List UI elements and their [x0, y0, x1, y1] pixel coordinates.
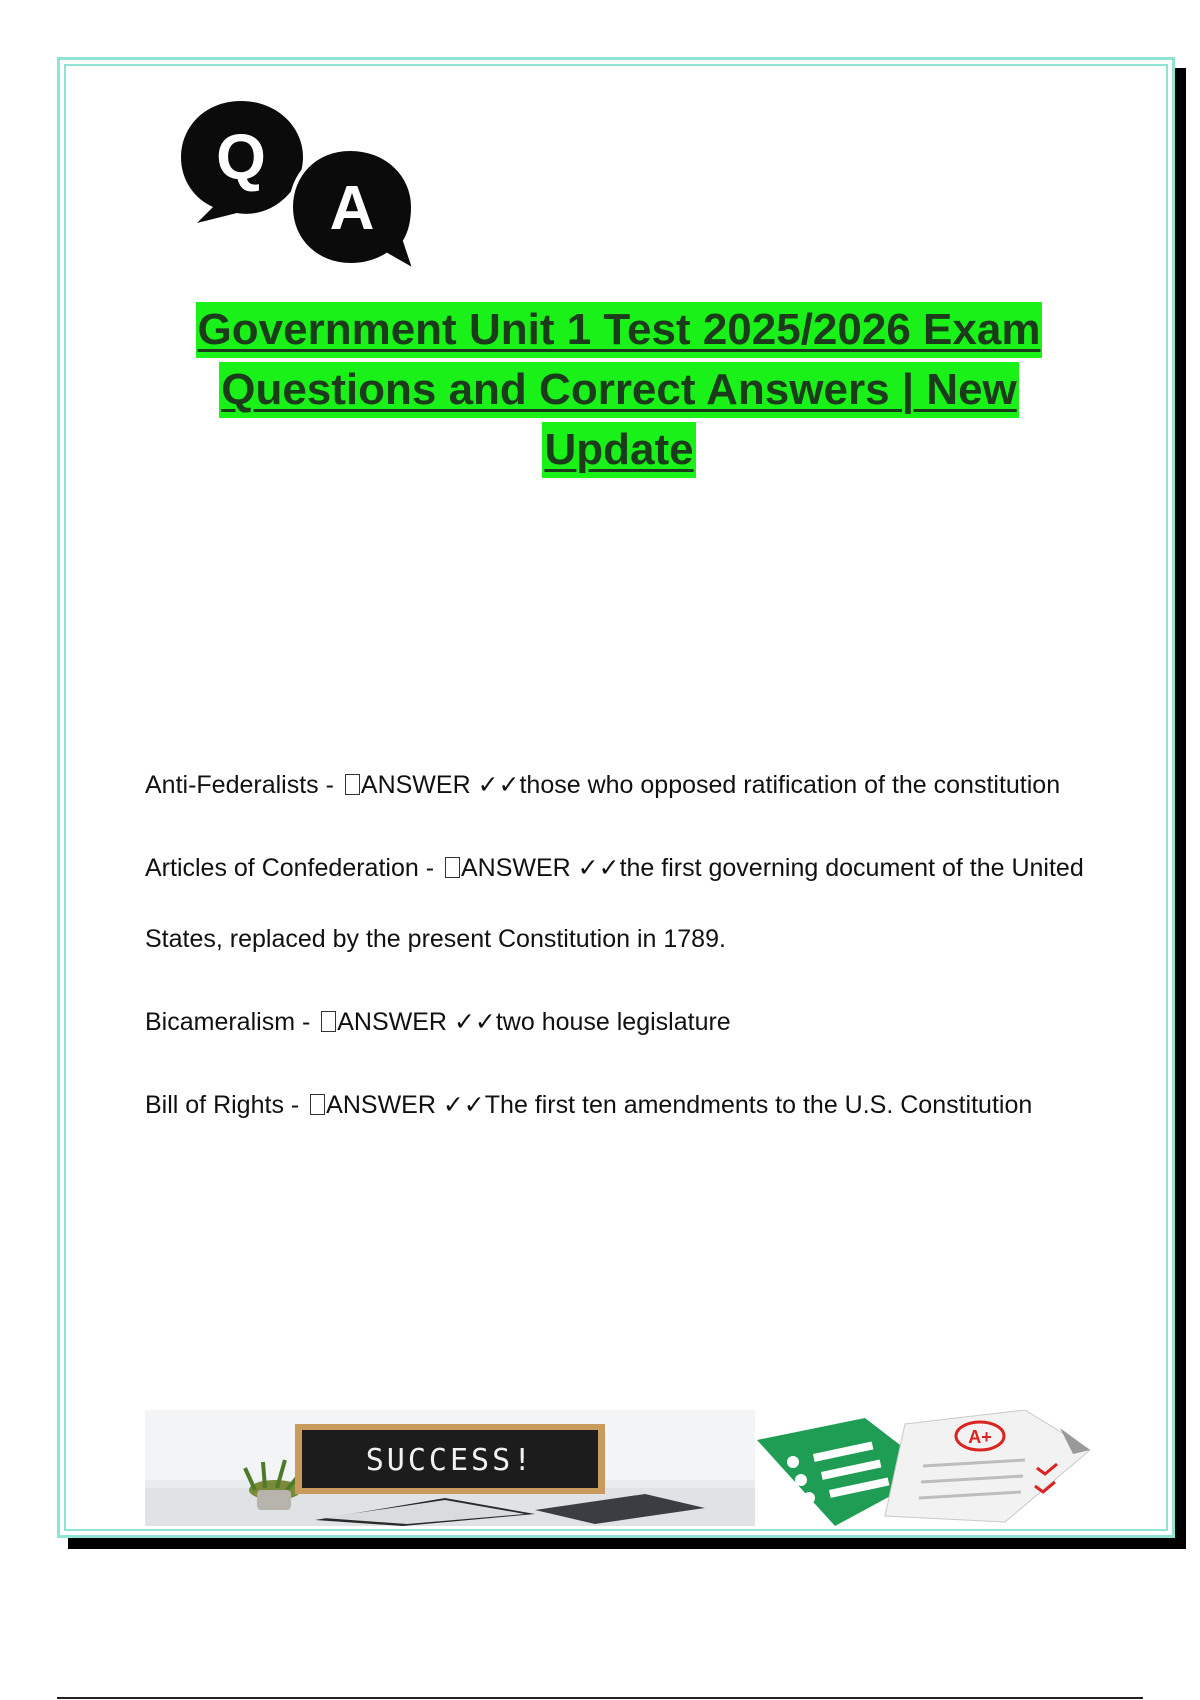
qa-term: Articles of Confederation — [145, 854, 419, 882]
qa-speech-bubbles-icon — [175, 95, 435, 285]
title-line-1: Government Unit 1 Test 2025/2026 Exam — [196, 302, 1043, 358]
qa-item: Bicameralism - ANSWER ✓✓two house legislature — [145, 1008, 731, 1036]
answer-marker: ANSWER — [360, 771, 471, 799]
chalkboard-text: SUCCESS! — [365, 1443, 535, 1478]
missing-glyph-icon — [310, 1094, 325, 1115]
logo-a-letter: A — [329, 174, 375, 243]
missing-glyph-icon — [445, 857, 460, 878]
missing-glyph-icon — [345, 774, 360, 795]
checkmarks-icon: ✓✓ — [453, 1008, 496, 1036]
document-title — [100, 298, 1138, 478]
answer-marker: ANSWER — [326, 1091, 436, 1119]
checkmarks-icon: ✓✓ — [577, 854, 620, 882]
grade-badge: A+ — [968, 1427, 992, 1447]
answer-marker: ANSWER — [460, 854, 571, 882]
qa-definition: The first ten amendments to the U.S. Constitution — [484, 1091, 1033, 1119]
qa-definition: two house legislature — [495, 1008, 731, 1036]
qa-term: Bicameralism — [145, 1008, 296, 1036]
success-chalkboard-icon — [145, 1410, 755, 1526]
qa-item: Articles of Confederation - ANSWER ✓✓the first governing document of the United States, replaced by the present Constitution in 1789. — [145, 854, 1084, 953]
qa-term: Bill of Rights — [145, 1091, 284, 1119]
page-frame — [57, 57, 1175, 1538]
missing-glyph-icon — [321, 1011, 336, 1032]
qa-item: Anti-Federalists - ANSWER ✓✓those who opposed ratification of the constitution — [145, 771, 1061, 799]
qa-definition: the first governing document of the United States, replaced by the present Constitution in 1789. — [145, 854, 1084, 953]
qa-item: Bill of Rights - ANSWER ✓✓The first ten amendments to the U.S. Constitution — [145, 1091, 1033, 1119]
answer-marker: ANSWER — [337, 1008, 447, 1036]
qa-definition: those who opposed ratification of the constitution — [519, 771, 1061, 799]
checkmarks-icon: ✓✓ — [477, 771, 520, 799]
checkmarks-icon: ✓✓ — [442, 1091, 485, 1119]
qa-list — [145, 750, 1125, 1153]
logo-q-letter: Q — [216, 121, 266, 193]
title-line-2: Questions and Correct Answers | New — [219, 362, 1019, 418]
graded-paper-icon — [885, 1410, 1090, 1522]
footer-banner — [145, 1410, 1100, 1526]
bottom-rule — [57, 1697, 1143, 1699]
title-line-3: Update — [542, 422, 695, 478]
qa-term: Anti-Federalists — [145, 771, 319, 799]
